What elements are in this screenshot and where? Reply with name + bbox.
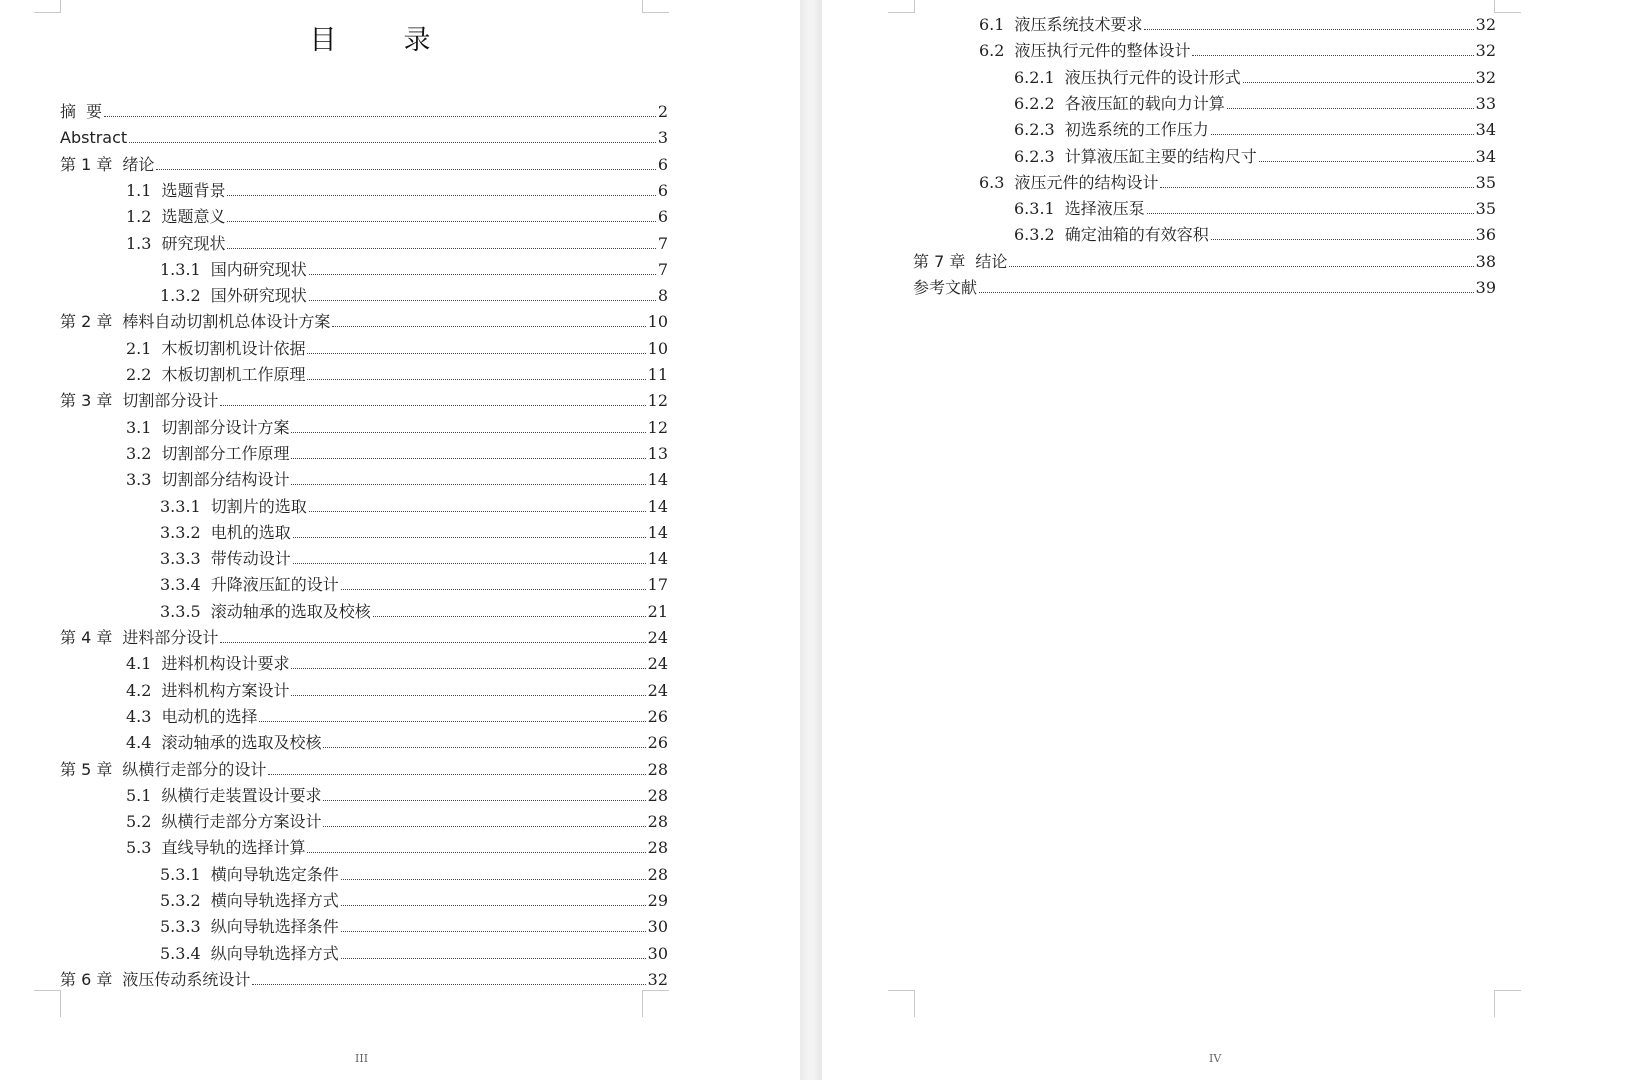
toc-entry[interactable] [160,891,668,911]
toc-entry[interactable] [126,707,668,727]
dot-leader [227,194,655,196]
toc-entry[interactable] [126,339,668,359]
toc-entry-page: 34 [1475,146,1496,166]
toc-entry[interactable] [913,278,1496,298]
toc-entry-page: 24 [647,628,668,647]
toc-entry-page: 2 [657,102,668,121]
toc-entry-label: 初选系统的工作压力 [1064,120,1209,140]
toc-entry-page: 30 [647,943,668,963]
toc-entry[interactable] [160,865,668,885]
toc-entry[interactable] [60,312,668,332]
toc-entry-label: 进料部分设计 [122,628,219,647]
toc-entry[interactable] [160,917,668,937]
toc-entry-page: 28 [647,759,668,779]
dot-leader [156,168,655,170]
toc-entry-page: 14 [647,549,668,569]
toc-entry-page: 10 [647,312,668,332]
toc-entry-label: 国内研究现状 [210,259,307,279]
toc-entry-number: 摘 [60,102,77,121]
toc-entry-number: 1.1 [126,180,152,200]
dot-leader [293,536,646,538]
toc-entry-page: 26 [647,706,668,726]
toc-entry-label: 横向导轨选择方式 [210,891,339,910]
toc-entry-page: 10 [647,338,668,358]
toc-entry-page: 29 [647,891,668,910]
toc-entry-page: 3 [657,128,668,148]
toc-entry-number: 3.3.1 [160,496,201,516]
toc-entry[interactable] [160,575,668,595]
toc-entry-number: 第 2 章 [60,312,113,332]
crop-mark-top-left [888,0,915,13]
dot-leader [323,746,645,748]
toc-entry[interactable] [126,365,668,385]
toc-entry-page: 35 [1475,172,1496,192]
dot-leader [307,378,645,380]
dot-leader [227,220,655,222]
toc-entry[interactable] [1014,147,1496,167]
toc-entry-label: 参考文献 [913,278,978,297]
toc-entry-label: 横向导轨选定条件 [210,864,339,884]
toc-entry-page: 32 [1475,41,1496,61]
toc-entry-label: 选题意义 [161,207,226,227]
dot-leader [252,983,645,985]
toc-entry-label: 纵横行走部分的设计 [122,759,267,779]
toc-entry-number: 第 3 章 [60,391,113,411]
toc-entry-label: 研究现状 [161,233,226,253]
toc-entry-label: 计算液压缸主要的结构尺寸 [1064,146,1257,166]
toc-entry-label: 选题背景 [161,180,226,200]
toc-entry-label: 切割部分结构设计 [161,470,290,490]
toc-entry-page: 24 [647,680,668,700]
toc-entry[interactable] [1014,120,1496,140]
dot-leader [1144,28,1473,30]
crop-mark-top-right [642,0,669,13]
toc-entry[interactable] [60,128,668,148]
toc-entry-page: 34 [1475,120,1496,140]
dot-leader [129,141,656,143]
dot-leader [220,404,645,406]
toc-entry-page: 6 [657,180,668,200]
toc-entry-page: 36 [1475,225,1496,245]
dot-leader [341,904,646,906]
toc-entry[interactable] [126,470,668,490]
toc-entry-page: 38 [1475,251,1496,271]
toc-entry[interactable] [126,733,668,753]
toc-entry-number: 6.2.1 [1014,67,1055,87]
crop-mark-top-right [1494,0,1521,13]
toc-entry-page: 12 [647,391,668,411]
dot-leader [291,694,645,696]
toc-entry-number: 5.1 [126,785,152,805]
dot-leader [979,291,1474,293]
toc-entry-page: 14 [647,470,668,490]
dot-leader [291,457,645,459]
toc-entry[interactable] [60,391,668,411]
dot-leader [291,667,645,669]
dot-leader [341,588,646,590]
toc-entry[interactable] [160,523,668,543]
toc-entry-number: 5.3.3 [160,917,201,937]
toc-entry-number: 1.3.2 [160,286,201,306]
toc-entry-page: 14 [647,522,668,542]
toc-entry-label: 棒料自动切割机总体设计方案 [122,312,331,332]
toc-entry-number: 1.3 [126,233,152,253]
toc-entry-page: 35 [1475,199,1496,219]
toc-entry-label: 切割部分设计 [122,391,219,411]
toc-entry-page: 26 [647,733,668,753]
toc-entry[interactable] [126,812,668,832]
toc-entry-label: 国外研究现状 [210,286,307,306]
toc-entry[interactable] [126,444,668,464]
toc-entry-label: 滚动轴承的选取及校核 [210,601,371,621]
toc-entry-page: 11 [647,365,668,384]
toc-entry-page: 8 [657,286,668,306]
dot-leader [1009,265,1473,267]
toc-entry[interactable] [60,102,668,122]
toc-entry-label: 结论 [975,251,1008,271]
toc-entry-page: 7 [657,233,668,253]
dot-leader [1192,54,1473,56]
dot-leader [373,615,646,617]
toc-entry-label: 各液压缸的载向力计算 [1064,93,1225,113]
toc-entry-number: 3.3.2 [160,522,201,542]
toc-entry[interactable] [160,549,668,569]
toc-entry[interactable] [126,234,668,254]
toc-entry-number: 3.3.3 [160,549,201,569]
toc-entry[interactable] [60,628,668,648]
toc-entry-label: 直线导轨的选择计算 [161,838,306,858]
dot-leader [259,720,645,722]
toc-entry-number: 第 1 章 [60,154,113,174]
toc-entry[interactable] [160,944,668,964]
toc-entry-number: 第 6 章 [60,969,113,989]
toc-entry[interactable] [126,786,668,806]
toc-entry-page: 6 [657,154,668,174]
toc-entry-page: 32 [1475,67,1496,87]
toc-entry-label: 选择液压泵 [1064,199,1145,219]
toc-entry-page: 6 [657,207,668,227]
toc-entry-number: 6.3 [979,172,1005,192]
dot-leader [323,825,645,827]
toc-entry-page: 24 [647,654,668,674]
toc-entry-page: 39 [1475,278,1496,297]
toc-entry-number: 4.2 [126,680,152,700]
toc-entry-page: 7 [657,259,668,279]
toc-entry-label: 切割部分设计方案 [161,417,290,437]
left-page [0,0,800,1080]
toc-entry[interactable] [126,838,668,858]
toc-entry-number: 4.4 [126,733,152,753]
toc-entry-label: 纵横行走装置设计要求 [161,785,322,805]
dot-leader [1211,238,1474,240]
toc-entry[interactable] [913,252,1496,272]
toc-entry-page: 30 [647,917,668,937]
toc-entry-number: 5.3.2 [160,891,201,910]
page-number-footer: III [355,1052,369,1065]
toc-entry-number: 3.2 [126,443,152,463]
toc-entry-number: 3.3.4 [160,575,201,595]
toc-title: 目 录 [309,25,451,56]
toc-entry-number: 3.1 [126,417,152,437]
toc-entry[interactable] [126,181,668,201]
toc-entry-label: 进料机构设计要求 [161,654,290,674]
toc-entry-label: Abstract [60,128,128,148]
dot-leader [323,799,645,801]
dot-leader [1259,160,1474,162]
toc-entry-number: 3.3 [126,470,152,490]
toc-entry-page: 32 [1475,15,1496,34]
dot-leader [341,930,646,932]
toc-entry[interactable] [1014,225,1496,245]
dot-leader [309,273,656,275]
dot-leader [220,641,645,643]
page-number-footer: IV [1209,1052,1222,1065]
dot-leader [1160,186,1473,188]
dot-leader [341,878,646,880]
toc-entry-number: 5.3.4 [160,943,201,963]
toc-entry-label: 液压传动系统设计 [122,969,251,989]
toc-entry-label: 纵向导轨选择条件 [210,917,339,937]
toc-entry[interactable] [160,497,668,517]
crop-mark-bottom-right [1494,990,1521,1017]
toc-entry-number: 6.2.2 [1014,93,1055,113]
toc-entry[interactable] [60,155,668,175]
dot-leader [227,247,655,249]
dot-leader [1147,212,1474,214]
toc-entry-number: 第 4 章 [60,628,113,647]
toc-entry[interactable] [126,654,668,674]
toc-entry[interactable] [160,602,668,622]
toc-entry-label: 木板切割机设计依据 [161,338,306,358]
toc-entry-label: 纵横行走部分方案设计 [161,812,322,832]
crop-mark-top-left [34,0,61,13]
toc-entry-number: 6.2.3 [1014,146,1055,166]
toc-entry-number: 4.1 [126,654,152,674]
crop-mark-bottom-left [34,990,61,1017]
toc-entry-number: 第 5 章 [60,759,113,779]
dot-leader [1227,107,1474,109]
toc-entry[interactable] [60,760,668,780]
toc-entry-page: 21 [647,601,668,621]
toc-entry-number: 2.2 [126,365,152,384]
toc-entry-label: 升降液压缸的设计 [210,575,339,595]
dot-leader [268,773,645,775]
toc-entry-page: 28 [647,864,668,884]
dot-leader [1211,133,1474,135]
toc-entry-label: 液压执行元件的整体设计 [1014,41,1191,61]
dot-leader [332,325,645,327]
toc-entry-label: 液压执行元件的设计形式 [1064,67,1241,87]
dot-leader [309,510,646,512]
toc-entry-number: 6.3.1 [1014,199,1055,219]
toc-entry[interactable] [979,41,1496,61]
toc-entry[interactable] [979,15,1496,35]
dot-leader [291,431,645,433]
toc-entry-page: 28 [647,785,668,805]
toc-entry-label: 进料机构方案设计 [161,680,290,700]
dot-leader [104,115,656,117]
dot-leader [341,957,646,959]
toc-entry-page: 33 [1475,93,1496,113]
toc-entry[interactable] [60,970,668,990]
toc-entry-label: 绪论 [122,154,155,174]
toc-entry-number: 5.3 [126,838,152,858]
toc-entry-number: 6.2 [979,41,1005,61]
toc-entry-label: 液压系统技术要求 [1014,15,1143,34]
toc-entry-page: 28 [647,838,668,858]
crop-mark-bottom-right [642,990,669,1017]
right-page [822,0,1642,1080]
toc-entry-number: 1.2 [126,207,152,227]
toc-entry-page: 17 [647,575,668,595]
dot-leader [307,352,645,354]
crop-mark-bottom-left [888,990,915,1017]
toc-entry-label: 木板切割机工作原理 [161,365,306,384]
toc-entry-label: 切割片的选取 [210,496,307,516]
toc-entry-number: 5.3.1 [160,864,201,884]
page-gutter [800,0,822,1080]
toc-entry[interactable] [126,418,668,438]
toc-entry[interactable] [1014,68,1496,88]
toc-entry-label: 带传动设计 [210,549,291,569]
toc-entry[interactable] [1014,94,1496,114]
toc-entry-label: 切割部分工作原理 [161,443,290,463]
dot-leader [309,299,656,301]
toc-entry-label: 纵向导轨选择方式 [210,943,339,963]
toc-entry-number: 6.1 [979,15,1005,34]
toc-entry-number: 4.3 [126,706,152,726]
dot-leader [307,851,645,853]
toc-entry-label: 滚动轴承的选取及校核 [161,733,322,753]
dot-leader [291,483,645,485]
toc-entry-page: 13 [647,443,668,463]
toc-entry-label: 液压元件的结构设计 [1014,172,1159,192]
toc-entry-number: 6.3.2 [1014,225,1055,245]
toc-entry-number: 3.3.5 [160,601,201,621]
toc-entry-number: 2.1 [126,338,152,358]
toc-entry-page: 14 [647,496,668,516]
toc-entry-label: 电机的选取 [210,522,291,542]
toc-entry-number: 1.3.1 [160,259,201,279]
toc-entry-page: 12 [647,417,668,437]
toc-entry[interactable] [126,681,668,701]
toc-entry-label: 确定油箱的有效容积 [1064,225,1209,245]
toc-entry[interactable] [979,173,1496,193]
toc-entry[interactable] [160,260,668,280]
toc-entry[interactable] [160,286,668,306]
toc-entry[interactable] [126,207,668,227]
dot-leader [1243,81,1474,83]
dot-leader [293,562,646,564]
toc-entry-label: 要 [86,102,103,121]
toc-entry-label: 电动机的选择 [161,706,258,726]
toc-entry-page: 32 [647,969,668,989]
toc-entry[interactable] [1014,199,1496,219]
toc-entry-page: 28 [647,812,668,832]
toc-entry-number: 6.2.3 [1014,120,1055,140]
toc-entry-number: 第 7 章 [913,251,966,271]
toc-entry-number: 5.2 [126,812,152,832]
